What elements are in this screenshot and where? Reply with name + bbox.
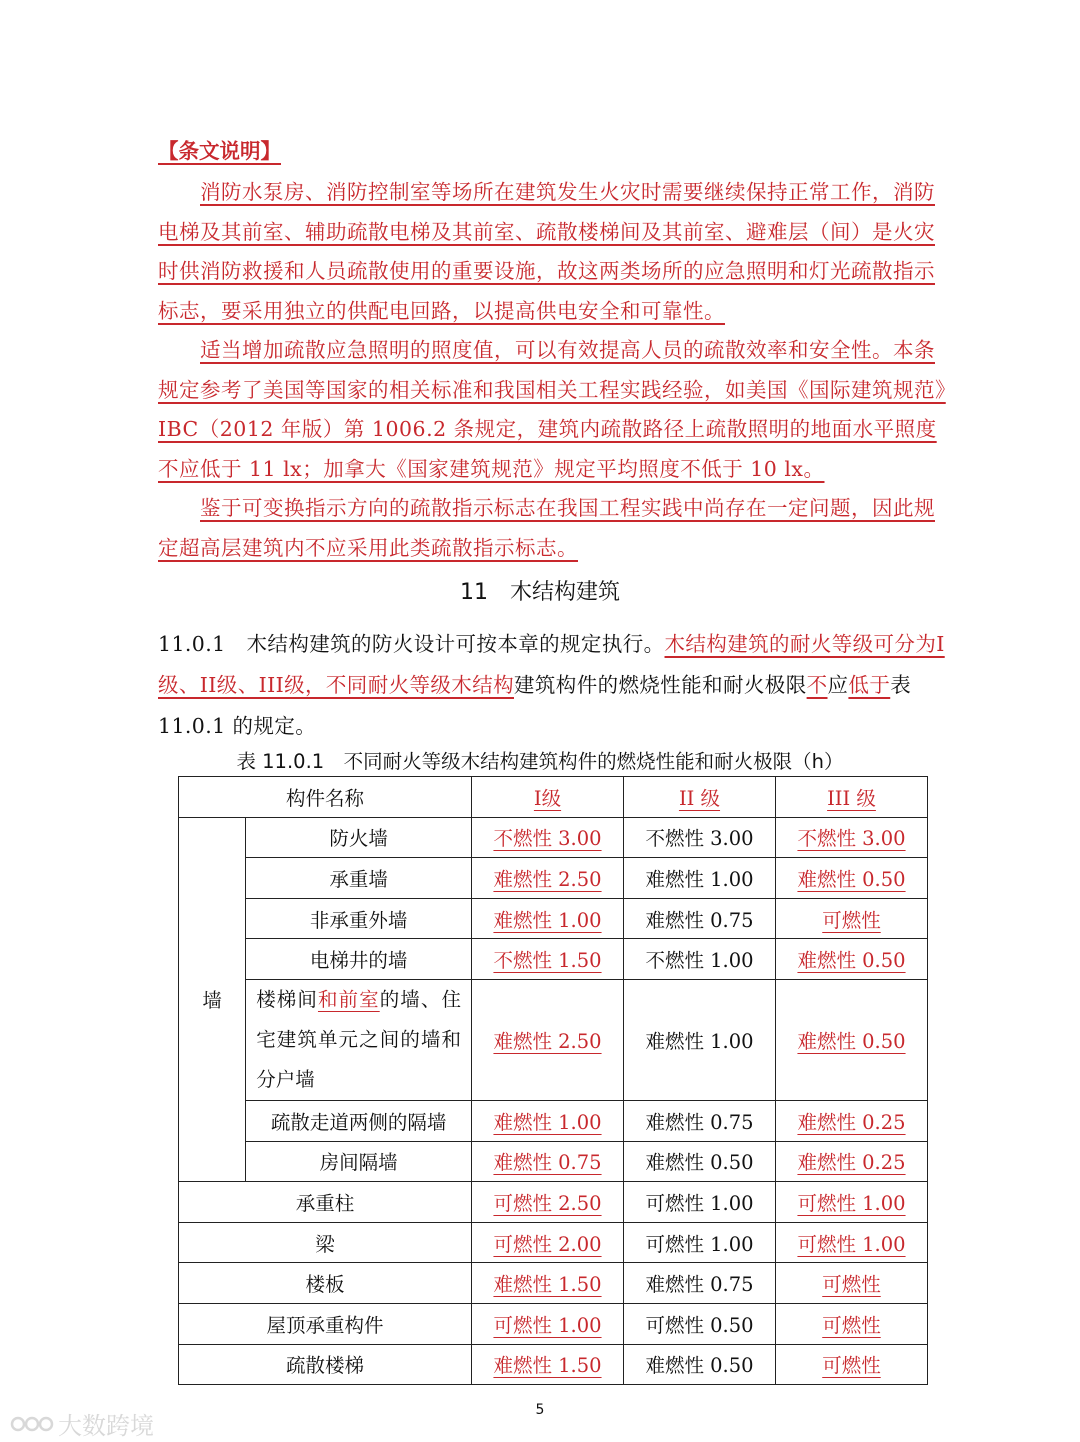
clause-text-4: 不 — [806, 673, 828, 697]
header-grade-1: I级 — [472, 777, 624, 818]
cell-grade-2: 难燃性 1.00 — [624, 979, 776, 1100]
watermark-text: 大数跨境 — [58, 1412, 154, 1440]
explanation-paragraph-2: 适当增加疏散应急照明的照度值，可以有效提高人员的疏散效率和安全性。本条规定参考了美国等国家的相关标准和我国相关工程实践经验，如美国《国际建筑规范》IBC（2012 年版）第 1006.2 条规定，建筑内疏散路径上疏散照明的地面水平照度不应低于 11 lx；加拿大《国家建筑规范》规定平均照度不低于 10 lx。 — [158, 338, 946, 481]
row-name: 楼板 — [179, 1263, 472, 1304]
cell-grade-2: 难燃性 0.50 — [624, 1141, 776, 1182]
cell-grade-3: 可燃性 1.00 — [776, 1222, 928, 1263]
table-row — [179, 1222, 928, 1263]
cell-grade-1: 不燃性 1.50 — [472, 939, 624, 980]
wall-group-label: 墙 — [179, 817, 246, 1182]
cell-grade-3: 可燃性 1.00 — [776, 1182, 928, 1223]
cell-grade-2: 难燃性 1.00 — [624, 858, 776, 899]
cell-grade-1: 可燃性 2.00 — [472, 1222, 624, 1263]
table-row — [179, 979, 928, 1100]
header-grade-2: II 级 — [624, 777, 776, 818]
table-row — [179, 1263, 928, 1304]
table-row — [179, 858, 928, 899]
watermark-logo-icon — [10, 1413, 54, 1441]
chapter-title: 11 木结构建筑 — [460, 580, 620, 605]
cell-grade-2: 可燃性 1.00 — [624, 1182, 776, 1223]
cell-grade-2: 可燃性 0.50 — [624, 1303, 776, 1344]
cell-grade-1: 难燃性 2.50 — [472, 858, 624, 899]
page-number: 5 — [535, 1402, 545, 1418]
cell-grade-3: 难燃性 0.50 — [776, 939, 928, 980]
clause-text-5: 应 — [827, 673, 849, 697]
section-label: 【条文说明】 — [158, 139, 281, 163]
row-name: 疏散楼梯 — [179, 1344, 472, 1385]
cell-grade-1: 难燃性 1.00 — [472, 898, 624, 939]
cell-grade-3: 难燃性 0.50 — [776, 979, 928, 1100]
table-row — [179, 1344, 928, 1385]
cell-grade-2: 难燃性 0.75 — [624, 1263, 776, 1304]
cell-grade-1: 可燃性 1.00 — [472, 1303, 624, 1344]
table-row — [179, 1141, 928, 1182]
explanation-paragraph-1: 消防水泵房、消防控制室等场所在建筑发生火灾时需要继续保持正常工作，消防电梯及其前室、辅助疏散电梯及其前室、疏散楼梯间及其前室、避难层（间）是火灾时供消防救援和人员疏散使用的重要设施，故这两类场所的应急照明和灯光疏散指示标志，要采用独立的供配电回路，以提高供电安全和可靠性。 — [158, 180, 935, 323]
clause-text-6: 低于 — [848, 673, 891, 697]
clause-11-0-1 — [158, 624, 948, 747]
row-name-part-2: 和前室 — [317, 987, 380, 1011]
cell-grade-1: 不燃性 3.00 — [472, 817, 624, 858]
cell-grade-1: 难燃性 0.75 — [472, 1141, 624, 1182]
watermark — [10, 1406, 154, 1441]
cell-grade-2: 不燃性 1.00 — [624, 939, 776, 980]
table-row — [179, 898, 928, 939]
cell-grade-2: 难燃性 0.75 — [624, 1100, 776, 1141]
table-row — [179, 1100, 928, 1141]
cell-grade-3: 可燃性 — [776, 898, 928, 939]
cell-grade-2: 难燃性 0.50 — [624, 1344, 776, 1385]
row-name: 防火墙 — [246, 817, 472, 858]
cell-grade-3: 难燃性 0.25 — [776, 1141, 928, 1182]
cell-grade-3: 难燃性 0.50 — [776, 858, 928, 899]
cell-grade-1: 难燃性 1.00 — [472, 1100, 624, 1141]
row-name: 承重墙 — [246, 858, 472, 899]
clause-number: 11.0.1 — [158, 632, 226, 656]
row-name: 承重柱 — [179, 1182, 472, 1223]
cell-grade-2: 可燃性 1.00 — [624, 1222, 776, 1263]
clause-text-1: 木结构建筑的防火设计可按本章的规定执行。 — [246, 632, 665, 656]
row-name: 房间隔墙 — [246, 1141, 472, 1182]
cell-grade-3: 可燃性 — [776, 1303, 928, 1344]
clause-text-2: 木结构建筑的耐火等级可分为I级、II级、III级，不同耐火等级木结构 — [158, 632, 945, 697]
cell-grade-2: 难燃性 0.75 — [624, 898, 776, 939]
row-name: 非承重外墙 — [246, 898, 472, 939]
header-name: 构件名称 — [179, 777, 472, 818]
table-row — [179, 1182, 928, 1223]
cell-grade-1: 可燃性 2.50 — [472, 1182, 624, 1223]
table-row — [179, 817, 928, 858]
row-name-part-3: 的墙、住宅建筑单元之间的墙和分户墙 — [256, 987, 461, 1091]
header-grade-3: III 级 — [776, 777, 928, 818]
row-name: 疏散走道两侧的隔墙 — [246, 1100, 472, 1141]
cell-grade-1: 难燃性 1.50 — [472, 1263, 624, 1304]
row-name — [246, 979, 472, 1100]
cell-grade-1: 难燃性 2.50 — [472, 979, 624, 1100]
table-row — [179, 939, 928, 980]
row-name: 电梯井的墙 — [246, 939, 472, 980]
row-name: 梁 — [179, 1222, 472, 1263]
fire-resistance-table — [178, 776, 928, 1385]
clause-text-3: 建筑构件的燃烧性能和耐火极限 — [514, 673, 807, 697]
cell-grade-3: 可燃性 — [776, 1344, 928, 1385]
table-row — [179, 1303, 928, 1344]
cell-grade-3: 难燃性 0.25 — [776, 1100, 928, 1141]
cell-grade-3: 可燃性 — [776, 1263, 928, 1304]
clause-text-7: 表 11.0.1 的规定。 — [158, 673, 912, 738]
table-caption: 表 11.0.1 不同耐火等级木结构建筑构件的燃烧性能和耐火极限（h） — [236, 750, 844, 773]
cell-grade-1: 难燃性 1.50 — [472, 1344, 624, 1385]
cell-grade-3: 不燃性 3.00 — [776, 817, 928, 858]
explanation-paragraph-3: 鉴于可变换指示方向的疏散指示标志在我国工程实践中尚存在一定问题，因此规定超高层建筑内不应采用此类疏散指示标志。 — [158, 496, 935, 560]
table-header-row — [179, 777, 928, 818]
row-name: 屋顶承重构件 — [179, 1303, 472, 1344]
row-name-part-1: 楼梯间 — [256, 987, 318, 1011]
cell-grade-2: 不燃性 3.00 — [624, 817, 776, 858]
